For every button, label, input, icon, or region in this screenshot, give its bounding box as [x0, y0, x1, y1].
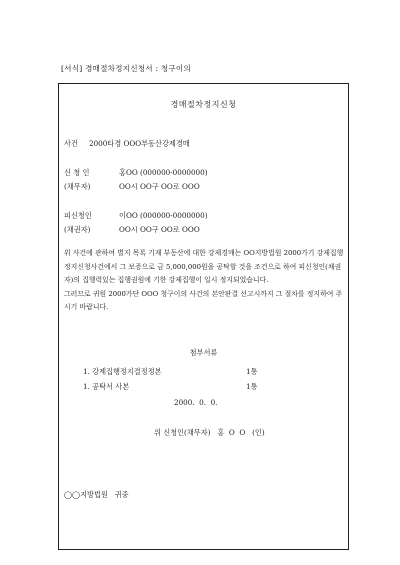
- attachment-item-1-count: 1통: [246, 367, 258, 376]
- body-paragraph-1: 위 사건에 관하여 별지 목록 기재 부동산에 대한 강제경매는 OO지방법원 2000가기 강제집행정지신청사건에서 그 보증으로 금 5,000,000원을 공탁할 것을 조건으로 하여 피신청인(채권자)의 집행력있는 집행권원에 기한 강제집행이 일시 정지되었습니다.: [64, 249, 344, 285]
- attachment-item-1-name: 1. 강제집행정지결정정본: [83, 367, 162, 376]
- document-body: [64, 247, 346, 315]
- applicant-name: 홍OO (000000-0000000): [119, 168, 208, 177]
- case-label: 사건: [64, 139, 78, 148]
- body-paragraph-2: 그러므로 귀원 2000가단 OOO 청구이의 사건의 본안판결 선고시까지 그 절차를 정지하여 주시기 바랍니다.: [64, 289, 343, 312]
- form-heading: [서식] 경매절차정지신청서 : 청구이의: [61, 64, 191, 73]
- court-addressee: ◯◯지방법원 귀중: [64, 490, 129, 499]
- signature-line: 위 신청인(채무자) 홍 O O (인): [154, 428, 265, 437]
- applicant-label: 신 청 인: [64, 168, 90, 177]
- attachment-item-2-count: 1통: [246, 382, 258, 391]
- attachments-title: 첨부서류: [189, 348, 218, 357]
- document-title: 경매절차정지신청: [170, 100, 237, 109]
- respondent-name: 이OO (000000-0000000): [119, 211, 208, 220]
- respondent-role: (채권자): [64, 225, 91, 234]
- applicant-address: OO시 OO구 OO로 OOO: [119, 182, 200, 191]
- document-date: 2000. 0. 0.: [174, 398, 218, 407]
- document-frame: [58, 83, 349, 550]
- respondent-label: 피신청인: [64, 211, 92, 220]
- case-value: 2000타경 OOO부동산강제경매: [89, 139, 190, 148]
- applicant-role: (채무자): [64, 182, 91, 191]
- respondent-address: OO시 OO구 OO로 OOO: [119, 225, 200, 234]
- attachment-item-2-name: 1. 공탁서 사본: [83, 382, 130, 391]
